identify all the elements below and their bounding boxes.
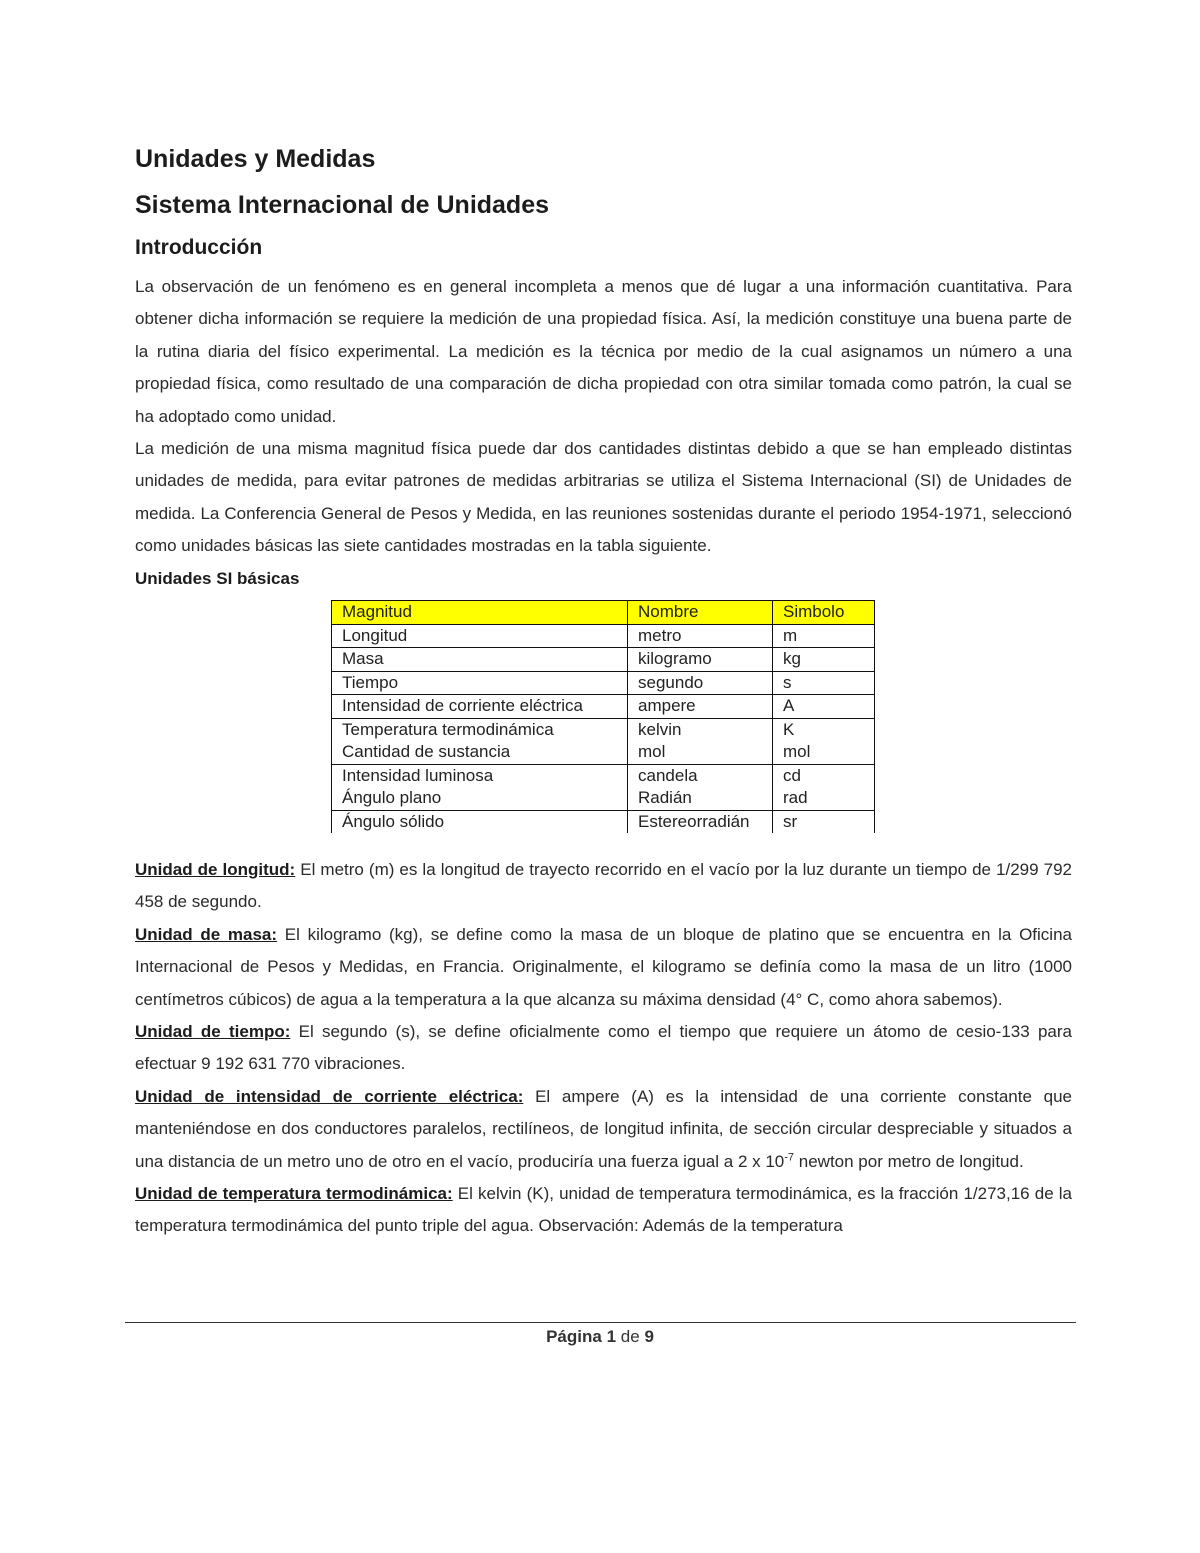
definition-title: Unidad de intensidad de corriente eléctrica: [135,1086,524,1106]
intro-paragraph-2: La medición de una misma magnitud física puede dar dos cantidades distintas debido a que se han empleado distintas unidades de medida, para evitar patrones de medidas arbitrarias se utiliza el Sistema Internacional (SI) de Unidades de medida. La Conferencia General de Pesos y Medida, en las reuniones sostenidas durante el periodo 1954-1971, seleccionó como unidades básicas las siete cantidades mostradas en la tabla siguiente. [135,439,1072,556]
definition-title: Unidad de tiempo: [135,1022,291,1042]
page-label: Página [546,1327,602,1346]
cell-magnitud: Cantidad de sustancia [332,741,628,764]
header-magnitud: Magnitud [332,601,628,625]
page-total: 9 [644,1327,654,1346]
document-title: Unidades y Medidas [135,145,376,173]
cell-nombre: metro [628,624,773,648]
definition-current [135,1081,1072,1178]
cell-simbolo: sr [773,810,875,833]
header-nombre: Nombre [628,601,773,625]
cell-nombre: Radián [628,787,773,810]
cell-simbolo: K [773,718,875,741]
table-row [332,764,875,787]
cell-nombre: kelvin [628,718,773,741]
cell-simbolo: A [773,695,875,719]
table-row [332,671,875,695]
exponent: -7 [784,1151,795,1163]
definition-time [135,1016,1072,1081]
cell-magnitud: Longitud [332,624,628,648]
definition-text: El segundo (s), se define oficialmente como el tiempo que requiere un átomo de cesio-133 para efectuar 9 192 631 770 vibraciones. [135,1022,1073,1074]
cell-magnitud: Ángulo sólido [332,810,628,833]
definition-text: El kilogramo (kg), se define como la masa de un bloque de platino que se encuentra en la Oficina Internacional de Pesos y Medidas, en Francia. Originalmente, el kilogramo se definía como la masa de un litro (1000 centímetros cúbicos) de agua a la temperatura a la que alcanza su máxima densidad (4° C, como ahora sabemos). [135,924,1072,1009]
definition-text: El kelvin (K), unidad de temperatura termodinámica, es la fracción 1/273,16 de la temperatura termodinámica del punto triple del agua. Observación: Además de la temperatura [135,1184,1073,1236]
cell-nombre: kilogramo [628,648,773,672]
definition-text: El metro (m) es la longitud de trayecto recorrido en el vacío por la luz durante un tiempo de 1/299 792 458 de segundo. [135,860,1072,912]
cell-magnitud: Intensidad de corriente eléctrica [332,695,628,719]
table-row [332,718,875,741]
definition-temperature [135,1178,1072,1243]
section-heading: Introducción [135,236,263,259]
intro-paragraph-1: La observación de un fenómeno es en general incompleta a menos que dé lugar a una información cuantitativa. Para obtener dicha información se requiere la medición de una propiedad física. Así, la medición constituye una buena parte de la rutina diaria del físico experimental. La medición es la técnica por medio de la cual asignamos un número a una propiedad física, como resultado de una comparación de dicha propiedad con otra similar tomada como patrón, la cual se ha adoptado como unidad. [135,277,1072,426]
table-header-row [332,601,875,625]
page-current: 1 [606,1327,617,1346]
definition-title: Unidad de longitud: [135,860,296,879]
cell-magnitud: Intensidad luminosa [332,764,628,787]
cell-simbolo: mol [773,741,875,764]
definition-text-after: newton por metro de longitud. [794,1151,1024,1171]
document-subtitle: Sistema Internacional de Unidades [135,191,550,219]
header-simbolo: Simbolo [773,601,875,625]
cell-simbolo: m [773,624,875,648]
table-row [332,695,875,719]
cell-magnitud: Temperatura termodinámica [332,718,628,741]
table-row [332,741,875,764]
table-row [332,810,875,833]
definition-text: El ampere (A) es la intensidad de una corriente constante que manteniéndose en dos conductores paralelos, rectilíneos, de longitud infinita, de sección circular despreciable y situados a una distancia de un metro uno de otro en el vacío, produciría una fuerza igual a 2 x 10 [135,1086,1072,1171]
cell-magnitud: Masa [332,648,628,672]
definition-title: Unidad de temperatura termodinámica: [135,1184,453,1204]
cell-nombre: candela [628,764,773,787]
table-row [332,648,875,672]
table-caption: Unidades SI básicas [135,569,300,588]
page-footer [0,1325,1200,1349]
cell-simbolo: s [773,671,875,695]
definition-title: Unidad de masa: [135,924,278,944]
page-separator: de [620,1327,640,1346]
table-row [332,624,875,648]
si-units-table [331,600,875,833]
cell-simbolo: rad [773,787,875,810]
cell-simbolo: cd [773,764,875,787]
cell-nombre: Estereorradián [628,810,773,833]
cell-nombre: mol [628,741,773,764]
definition-length [135,854,1072,919]
definition-mass [135,919,1072,1016]
cell-magnitud: Ángulo plano [332,787,628,810]
unit-definitions [135,854,1072,1243]
cell-nombre: segundo [628,671,773,695]
cell-magnitud: Tiempo [332,671,628,695]
footer-divider [125,1322,1076,1323]
cell-nombre: ampere [628,695,773,719]
cell-simbolo: kg [773,648,875,672]
table-row [332,787,875,810]
